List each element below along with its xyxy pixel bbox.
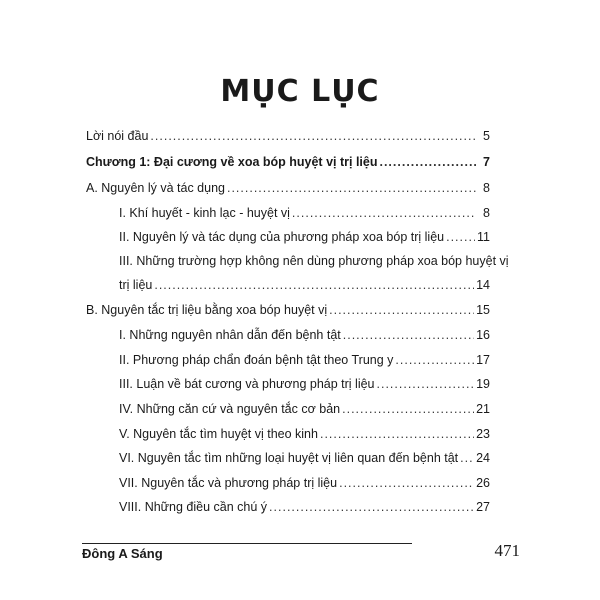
toc-entry-page: 11 bbox=[477, 230, 490, 244]
toc-entry bbox=[119, 450, 490, 466]
toc-leader-dots bbox=[379, 154, 476, 170]
toc-entry-page: 27 bbox=[476, 500, 490, 514]
toc-entry-page: 7 bbox=[483, 155, 490, 169]
toc-entry-page: 15 bbox=[476, 303, 490, 317]
page-title: MỤC LỤC bbox=[220, 74, 380, 109]
toc-entry bbox=[86, 128, 490, 144]
toc-entry-label: II. Phương pháp chẩn đoán bệnh tật theo Trung y bbox=[119, 353, 394, 367]
toc-entry-page: 8 bbox=[483, 206, 490, 220]
toc-entry bbox=[119, 327, 490, 343]
toc-entry-page: 19 bbox=[476, 377, 490, 391]
toc-entry-label: A. Nguyên lý và tác dụng bbox=[86, 181, 225, 195]
toc-entry bbox=[119, 499, 490, 515]
toc-leader-dots bbox=[377, 376, 475, 392]
toc-leader-dots bbox=[329, 302, 474, 318]
toc-entry bbox=[119, 205, 490, 221]
toc-entry bbox=[119, 426, 490, 442]
toc-leader-dots bbox=[343, 327, 474, 343]
toc-leader-dots bbox=[342, 401, 474, 417]
toc-entry-page: 26 bbox=[476, 476, 490, 490]
toc-entry-label: VIII. Những điều cần chú ý bbox=[119, 500, 268, 514]
toc-leader-dots bbox=[292, 205, 476, 221]
toc-leader-dots bbox=[320, 426, 474, 442]
toc-section-heading bbox=[86, 302, 490, 318]
footer-rule bbox=[82, 543, 412, 544]
toc-leader-dots bbox=[339, 475, 474, 491]
toc-entry-label: I. Khí huyết - kinh lạc - huyệt vị bbox=[119, 206, 290, 220]
toc-entry-label: VI. Nguyên tắc tìm những loại huyệt vị liên quan đến bệnh tật bbox=[119, 451, 459, 465]
toc-leader-dots bbox=[227, 180, 476, 196]
toc-entry-page: 21 bbox=[476, 402, 490, 416]
toc-entry bbox=[119, 376, 490, 392]
footer-page-number: 471 bbox=[494, 541, 520, 560]
toc-entry-page: 24 bbox=[476, 451, 490, 465]
toc-entry bbox=[119, 475, 490, 491]
toc-entry-label: IV. Những căn cứ và nguyên tắc cơ bản bbox=[119, 402, 341, 416]
toc-leader-dots bbox=[269, 499, 474, 515]
toc-entry-label-line1: III. Những trường hợp không nên dùng phương pháp xoa bóp huyệt vị bbox=[119, 254, 509, 268]
toc-entry-page: 14 bbox=[476, 278, 490, 292]
toc-entry bbox=[119, 401, 490, 417]
toc-entry-label: trị liệu bbox=[119, 278, 153, 292]
toc-entry-label: B. Nguyên tắc trị liệu bằng xoa bóp huyệt vị bbox=[86, 303, 328, 317]
toc-entry-page: 5 bbox=[483, 129, 490, 143]
toc-leader-dots bbox=[446, 229, 475, 245]
toc-entry bbox=[119, 277, 490, 293]
toc-entry-label: Chương 1: Đại cương về xoa bóp huyệt vị trị liệu bbox=[86, 155, 378, 169]
toc-entry-page: 16 bbox=[476, 328, 490, 342]
toc-entry-label: V. Nguyên tắc tìm huyệt vị theo kinh bbox=[119, 427, 318, 441]
toc-entry-page: 8 bbox=[483, 181, 490, 195]
toc-entry-label: Lời nói đầu bbox=[86, 129, 149, 143]
toc-entry-label: I. Những nguyên nhân dẫn đến bệnh tật bbox=[119, 328, 341, 342]
toc-entry bbox=[119, 229, 490, 245]
toc-leader-dots bbox=[460, 450, 474, 466]
footer-publisher: Đông A Sáng bbox=[82, 546, 163, 561]
toc-entry-label: VII. Nguyên tắc và phương pháp trị liệu bbox=[119, 476, 338, 490]
toc-leader-dots bbox=[395, 352, 474, 368]
toc-entry-label: III. Luận về bát cương và phương pháp trị liệu bbox=[119, 377, 375, 391]
toc-entry-page: 17 bbox=[476, 353, 490, 367]
toc-leader-dots bbox=[154, 277, 474, 293]
toc-entry-label: II. Nguyên lý và tác dụng của phương pháp xoa bóp trị liệu bbox=[119, 230, 445, 244]
toc-leader-dots bbox=[150, 128, 476, 144]
toc-entry bbox=[119, 352, 490, 368]
toc-entry-page: 23 bbox=[476, 427, 490, 441]
toc-chapter-heading bbox=[86, 154, 490, 170]
toc-section-heading bbox=[86, 180, 490, 196]
